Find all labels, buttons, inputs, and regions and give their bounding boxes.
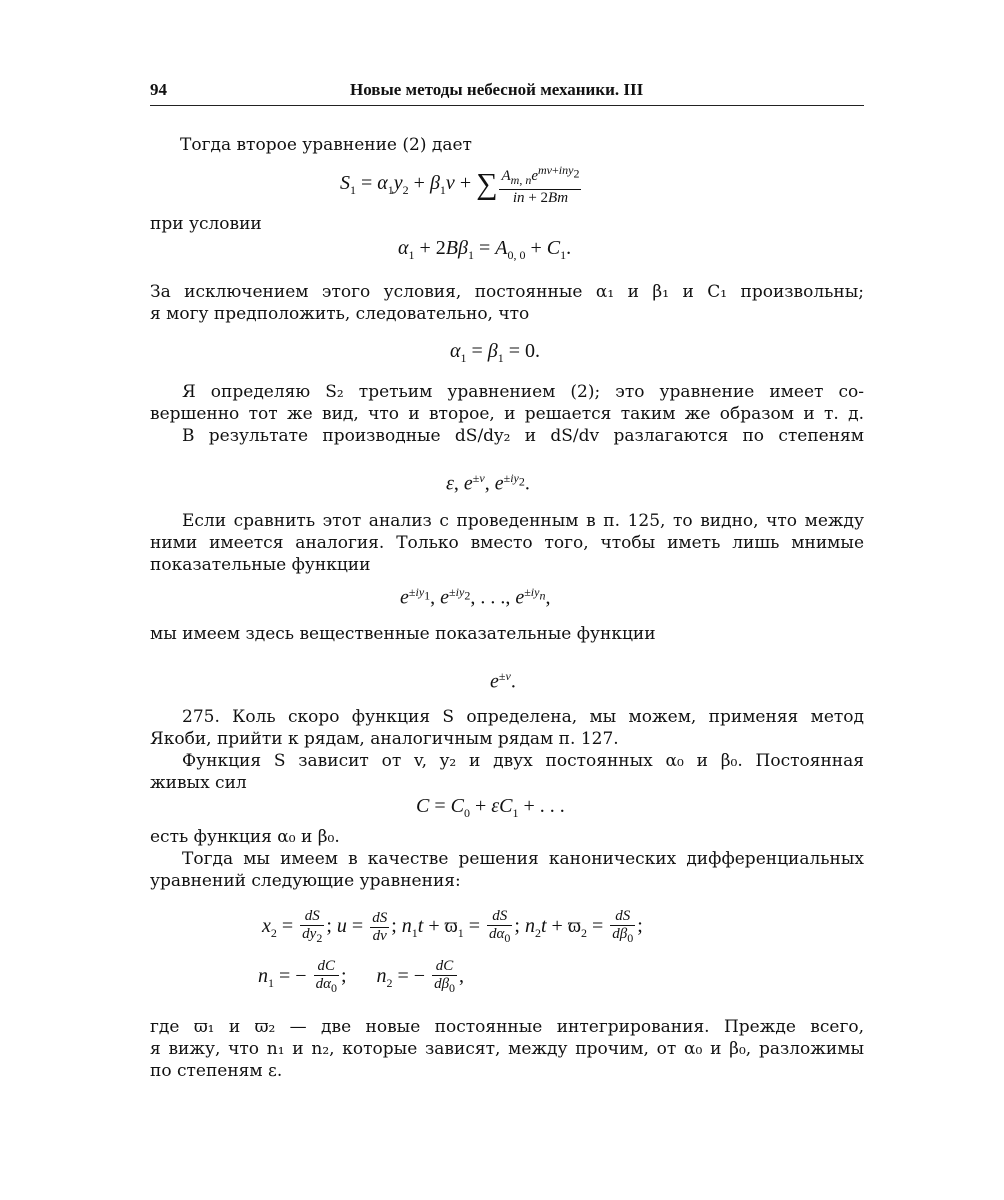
- equation-mean-motions: $n_1$ = − $\frac{dC}{d\alpha_0}$ ; $n_2$ = − $\frac{dC}{d\beta_0}$ ,: [258, 958, 465, 995]
- paragraph-function-of: есть функция α₀ и β₀.: [150, 827, 340, 847]
- paragraph-define-s2-line2: вершенно тот же вид, что и второе, и решается таким же образом и т. д.: [150, 404, 864, 424]
- paragraph-arbitrary-line2: я могу предположить, следовательно, что: [150, 304, 530, 324]
- equation-real-exponential: $e^{\pm v}$.: [490, 669, 516, 693]
- paragraph-real-exponentials: мы имеем здесь вещественные показательные функции: [150, 624, 656, 644]
- paragraph-constants-line1: где ϖ₁ и ϖ₂ — две новые постоянные интегрирования. Прежде всего,: [150, 1017, 864, 1037]
- paragraph-arbitrary-line1: За исключением этого условия, постоянные α₁ и β₁ и C₁ произвольны;: [150, 282, 864, 302]
- equation-imaginary-exponentials: $e^{\pm iy_1}$, $e^{\pm iy_2}$, . . ., $e^{\pm iy_n}$,: [400, 585, 551, 609]
- paragraph-compare-line3: показательные функции: [150, 555, 371, 575]
- paragraph-function-s-line2: живых сил: [150, 773, 247, 793]
- paragraph-constants-line3: по степеням ε.: [150, 1061, 283, 1081]
- paragraph-function-s-line1: Функция S зависит от v, y₂ и двух постоянных α₀ и β₀. Постоянная: [182, 751, 864, 771]
- section-275-line2: Якоби, прийти к рядам, аналогичным рядам п. 127.: [150, 729, 619, 749]
- header-rule: [150, 105, 864, 106]
- paragraph-compare-line1: Если сравнить этот анализ с проведенным в п. 125, то видно, что между: [182, 511, 864, 531]
- equation-canonical-solutions: $x_2$ = $\frac{dS}{dy_2}$ ; u = $\frac{dS}{dv}$ ; $n_1t + ϖ_1$ = $\frac{dS}{d\alpha_0}$ ; $n_2t + ϖ_2$ = $\frac{dS}{d\beta_0}$ ;: [262, 908, 643, 945]
- paragraph-canonical-line1: Тогда мы имеем в качестве решения канонических дифференциальных: [182, 849, 864, 869]
- paragraph-condition: при условии: [150, 214, 262, 234]
- equation-powers: ε, $e^{\pm v}$, $e^{\pm iy_2}$.: [446, 471, 530, 495]
- paragraph-constants-line2: я вижу, что n₁ и n₂, которые зависят, между прочим, от α₀ и β₀, разложимы: [150, 1039, 864, 1059]
- paragraph-compare-line2: ними имеется аналогия. Только вместо того, чтобы иметь лишь мнимые: [150, 533, 864, 553]
- paragraph-define-s2-line1: Я определяю S₂ третьим уравнением (2); это уравнение имеет со-: [182, 382, 864, 402]
- paragraph-intro: Тогда второе уравнение (2) дает: [180, 135, 472, 155]
- equation-s1: $S_1 = \alpha_1y_2 + \beta_1v$ + ∑ $\frac{A_{m, n}e^{mv+iny_2}}{in + 2Bm}$: [340, 163, 580, 206]
- equation-condition: $\alpha_1 + 2B\beta_1 = A_{0, 0} + C_1$.: [398, 237, 572, 262]
- section-275-line1: 275. Коль скоро функция S определена, мы можем, применяя метод: [182, 707, 864, 727]
- equation-zero: $\alpha_1 = \beta_1 = 0$.: [450, 340, 541, 365]
- page-number: 94: [150, 80, 167, 99]
- paragraph-define-s2-line3: В результате производные dS/dy₂ и dS/dv разлагаются по степеням: [182, 426, 864, 446]
- paragraph-canonical-line2: уравнений следующие уравнения:: [150, 871, 461, 891]
- equation-energy-constant: $C = C_0 + \varepsilon C_1$ + . . .: [416, 795, 565, 820]
- running-title: Новые методы небесной механики. III: [350, 80, 644, 99]
- running-header: [150, 80, 864, 104]
